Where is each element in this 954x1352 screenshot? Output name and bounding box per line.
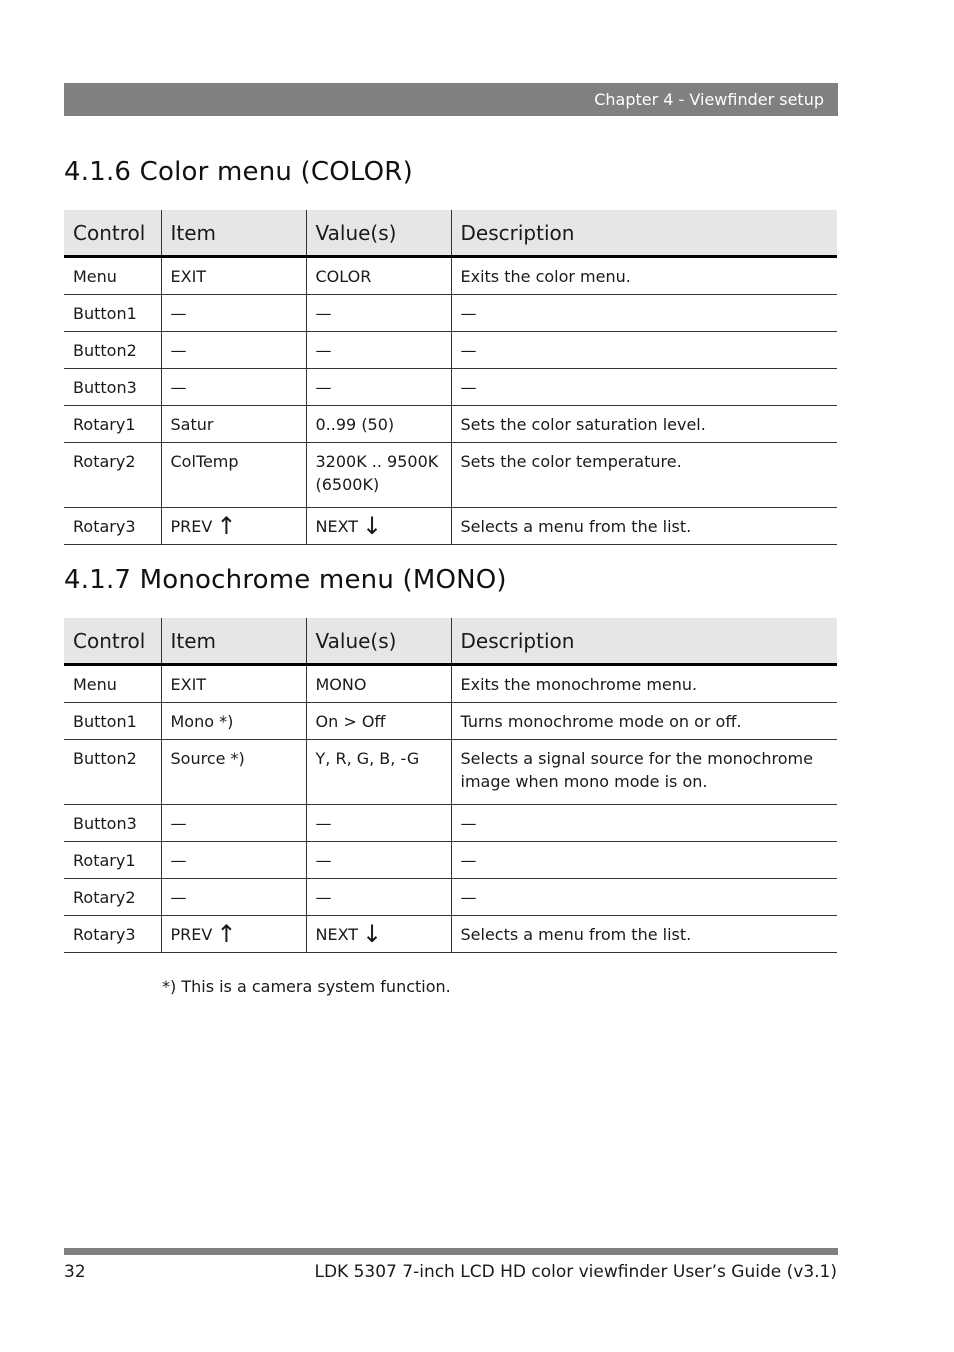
- arrow-down-icon: ↓: [362, 512, 383, 540]
- table-row: [64, 703, 837, 740]
- table-row: [64, 369, 837, 406]
- value-range: 3200K .. 9500K: [315, 452, 439, 471]
- cell-description: —: [451, 879, 837, 916]
- color-menu-table: [64, 210, 837, 545]
- cell-description: —: [451, 842, 837, 879]
- table-row: [64, 508, 837, 545]
- column-header-item: Item: [161, 618, 306, 665]
- table-row: [64, 805, 837, 842]
- cell-item: EXIT: [161, 257, 306, 295]
- prev-label: PREV: [170, 517, 213, 536]
- mono-menu-title: 4.1.7 Monochrome menu (MONO): [64, 565, 507, 595]
- table-row: [64, 443, 837, 508]
- cell-value: —: [306, 369, 451, 406]
- prev-label: PREV: [170, 925, 213, 944]
- cell-item: Satur: [161, 406, 306, 443]
- table-row: [64, 879, 837, 916]
- cell-control: Button1: [64, 295, 161, 332]
- cell-control: Rotary2: [64, 879, 161, 916]
- column-header-values: Value(s): [306, 210, 451, 257]
- table-row: [64, 295, 837, 332]
- cell-value: MONO: [306, 665, 451, 703]
- cell-control: Rotary1: [64, 842, 161, 879]
- chapter-header-bar: [64, 83, 838, 116]
- column-header-control: Control: [64, 618, 161, 665]
- color-menu-title: 4.1.6 Color menu (COLOR): [64, 157, 413, 187]
- table-row: [64, 406, 837, 443]
- cell-item: —: [161, 332, 306, 369]
- cell-description: Selects a menu from the list.: [451, 508, 837, 545]
- cell-item: ColTemp: [161, 443, 306, 508]
- cell-item: EXIT: [161, 665, 306, 703]
- cell-description: —: [451, 805, 837, 842]
- cell-value: [306, 508, 451, 545]
- footer-bar: [64, 1248, 838, 1255]
- mono-menu-table: [64, 618, 837, 953]
- cell-value: —: [306, 842, 451, 879]
- chapter-title: Chapter 4 - Viewfinder setup: [594, 90, 824, 109]
- table-header-row: [64, 210, 837, 257]
- arrow-up-icon: ↑: [216, 512, 237, 540]
- cell-item: —: [161, 879, 306, 916]
- table-header-row: [64, 618, 837, 665]
- cell-control: Button3: [64, 369, 161, 406]
- cell-control: Button1: [64, 703, 161, 740]
- arrow-up-icon: ↑: [216, 920, 237, 948]
- cell-description: Turns monochrome mode on or off.: [451, 703, 837, 740]
- cell-control: Rotary3: [64, 508, 161, 545]
- footnote: *) This is a camera system function.: [162, 977, 451, 996]
- cell-value: Y, R, G, B, -G: [306, 740, 451, 805]
- cell-description: Selects a menu from the list.: [451, 916, 837, 953]
- cell-description: Sets the color temperature.: [451, 443, 837, 508]
- cell-value: —: [306, 295, 451, 332]
- column-header-item: Item: [161, 210, 306, 257]
- cell-description: —: [451, 332, 837, 369]
- cell-item: —: [161, 295, 306, 332]
- cell-control: Button2: [64, 740, 161, 805]
- cell-item: [161, 508, 306, 545]
- cell-description: —: [451, 295, 837, 332]
- page-number: 32: [64, 1262, 86, 1282]
- default-value: (6500K): [315, 475, 380, 494]
- cell-value: [306, 406, 451, 443]
- cell-description: Exits the monochrome menu.: [451, 665, 837, 703]
- column-header-description: Description: [451, 618, 837, 665]
- table-row: [64, 257, 837, 295]
- cell-value: COLOR: [306, 257, 451, 295]
- cell-description: Selects a signal source for the monochrome image when mono mode is on.: [451, 740, 837, 805]
- next-label: NEXT: [315, 925, 359, 944]
- table-row: [64, 842, 837, 879]
- cell-control: Menu: [64, 257, 161, 295]
- table-row: [64, 740, 837, 805]
- table-row: [64, 665, 837, 703]
- cell-value: [306, 443, 451, 508]
- guide-title: LDK 5307 7-inch LCD HD color viewfinder User’s Guide (v3.1): [314, 1262, 837, 1282]
- cell-value: —: [306, 805, 451, 842]
- next-label: NEXT: [315, 517, 359, 536]
- cell-value: On > Off: [306, 703, 451, 740]
- cell-item: [161, 916, 306, 953]
- cell-item: Source *): [161, 740, 306, 805]
- table-row: [64, 916, 837, 953]
- table-row: [64, 332, 837, 369]
- value-range: 0..99: [315, 415, 357, 434]
- cell-control: Menu: [64, 665, 161, 703]
- cell-description: —: [451, 369, 837, 406]
- cell-value: —: [306, 332, 451, 369]
- cell-item: —: [161, 842, 306, 879]
- column-header-values: Value(s): [306, 618, 451, 665]
- cell-description: Sets the color saturation level.: [451, 406, 837, 443]
- cell-item: —: [161, 805, 306, 842]
- arrow-down-icon: ↓: [362, 920, 383, 948]
- cell-item: Mono *): [161, 703, 306, 740]
- cell-control: Rotary3: [64, 916, 161, 953]
- cell-value: —: [306, 879, 451, 916]
- cell-value: [306, 916, 451, 953]
- cell-control: Button3: [64, 805, 161, 842]
- column-header-control: Control: [64, 210, 161, 257]
- cell-control: Button2: [64, 332, 161, 369]
- cell-description: Exits the color menu.: [451, 257, 837, 295]
- cell-item: —: [161, 369, 306, 406]
- column-header-description: Description: [451, 210, 837, 257]
- cell-control: Rotary1: [64, 406, 161, 443]
- cell-control: Rotary2: [64, 443, 161, 508]
- default-value: (50): [361, 415, 395, 434]
